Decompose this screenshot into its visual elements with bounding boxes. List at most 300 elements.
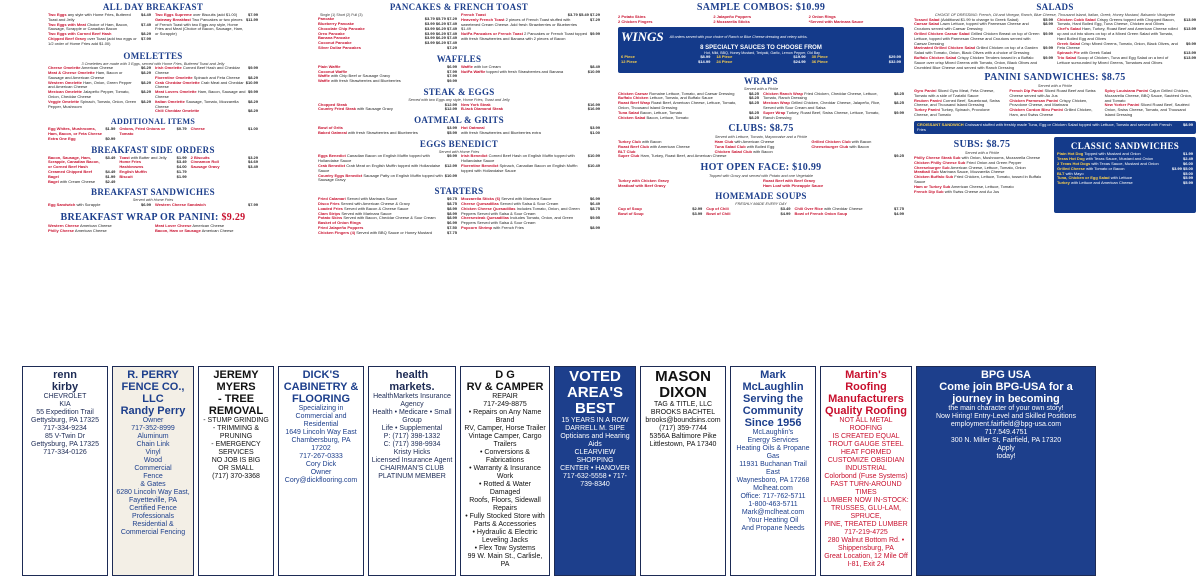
wings-price: $19.99 bbox=[793, 54, 806, 60]
benedict-section bbox=[318, 154, 600, 183]
menu-item-desc: Roast Beef, American Cheese, Lettuce, Tomato, Onion, Thousand Island Dressing bbox=[618, 100, 737, 110]
menu-item-text bbox=[318, 79, 401, 84]
ad-box bbox=[916, 366, 1096, 576]
super-club-price: $9.25 bbox=[893, 153, 904, 159]
menu-item-price: $1.00 bbox=[247, 126, 258, 132]
ad-line: • Warranty & Insurance Work bbox=[469, 465, 541, 480]
ad-line: - TREE REMOVAL bbox=[208, 393, 264, 417]
menu-item-name: NutFa Pancakes or French Toast bbox=[461, 31, 523, 37]
menu-item-name: Italian Omelette bbox=[155, 98, 185, 104]
ad-line: Mark McLaughlin bbox=[742, 369, 804, 393]
ad-line: Office: 717-762-5711 bbox=[740, 493, 806, 500]
oatmeal-title: OATMEAL & GRITS bbox=[414, 115, 504, 126]
menu-item-name: French Dip Panini bbox=[1009, 87, 1044, 93]
clubs-sub: Served with Lettuce, Tomato, Mayonnaise and a Pickle bbox=[714, 135, 808, 140]
ad-line: 1649 Lincoln Way East bbox=[285, 429, 357, 436]
menu-item-name: Bacon, Ham or Sausage bbox=[155, 227, 201, 233]
menu-item-name: Creamed Chipped Beef bbox=[48, 168, 93, 174]
bsand-title: BREAKFAST SANDWICHES bbox=[91, 187, 215, 198]
subs-title-text: SUBS: bbox=[953, 139, 984, 151]
menu-item-name: Waffle bbox=[461, 63, 473, 69]
menu-item-name: Chipped Beef Gravy bbox=[48, 35, 87, 41]
ad-line: Commercial bbox=[134, 465, 172, 472]
menu-item bbox=[155, 109, 258, 114]
ad-line: Fence bbox=[143, 473, 163, 480]
menu-item-name: Chef's Salad bbox=[1057, 26, 1081, 32]
menu-item-name: Turkey bbox=[1057, 180, 1070, 186]
menu-item-price: $8.99 bbox=[446, 205, 457, 211]
menu-item-name: Tuna, Chicken or Egg Salad bbox=[1057, 175, 1110, 181]
ad-content bbox=[461, 367, 549, 575]
menu-item-name: Super Wrap bbox=[763, 109, 786, 115]
menu-item-name: Bowl of Soup bbox=[618, 210, 644, 216]
menu-item-name: Heavenly French Toast bbox=[461, 16, 505, 22]
ad-content bbox=[731, 367, 815, 575]
menu-item bbox=[461, 32, 600, 42]
menu-item bbox=[318, 174, 457, 184]
ad-line: TRUSSES, GLU-LAM, SPRUCE, bbox=[830, 505, 901, 520]
menu-item-desc: with Cream Cheese bbox=[60, 178, 96, 184]
menu-item-name: Cheese Omelette bbox=[48, 65, 81, 71]
menu-item-text bbox=[461, 164, 586, 174]
menu-item-name: Cheeseburger Sub bbox=[914, 164, 950, 170]
menu-item-text bbox=[461, 131, 541, 136]
ad-line: health bbox=[395, 369, 429, 381]
menu-item-desc: with Greek Salad bbox=[1080, 50, 1112, 56]
combos-section bbox=[618, 14, 904, 24]
menu-item-name: Greek Salad bbox=[1057, 40, 1081, 46]
menu-item bbox=[1105, 89, 1196, 103]
ad-line: JEREMY MYERS bbox=[213, 369, 259, 393]
menu-item-desc: 2 pieces of French Toast stuffed with sweetened Cream Cheese. Add fresh Strawberries or Blueberries $1.49 bbox=[461, 16, 578, 32]
menu-item-name: Cheese bbox=[190, 126, 205, 132]
menu-item-price: $8.99 bbox=[446, 210, 457, 216]
combo-item: 2 Chicken Fingers bbox=[618, 19, 653, 24]
ad-content bbox=[555, 367, 635, 575]
ad-line: Kristy Hicks bbox=[393, 449, 431, 456]
ad-line: PINE, TREATED LUMBER bbox=[824, 521, 908, 528]
soups-section bbox=[618, 207, 904, 217]
menu-item-text bbox=[618, 116, 688, 121]
combo-item: 2 Mozzarella Sticks bbox=[713, 19, 750, 24]
menu-item-name: New Yorker Panini bbox=[1104, 102, 1140, 108]
ad-line: Mclheat.com bbox=[753, 485, 793, 492]
menu-item-name: Pancake bbox=[318, 16, 335, 22]
menu-item-name: Fried Jalapeño Poppers bbox=[318, 224, 364, 230]
menu-item-price: $12.99 bbox=[444, 162, 457, 168]
menu-item-name: Grilled Chicken Club bbox=[811, 138, 851, 144]
wings-price-row bbox=[812, 60, 901, 65]
menu-item-name: Oreo Pancake bbox=[318, 30, 345, 36]
menu-item-name: Country Eggs Benedict bbox=[318, 172, 363, 178]
menu-item-price: $1.00 bbox=[589, 129, 600, 135]
menu-item-desc: with Ice Cream bbox=[473, 63, 501, 69]
ad-box bbox=[554, 366, 636, 576]
menu-item bbox=[461, 18, 600, 32]
menu-item-text bbox=[763, 111, 892, 121]
menu-item-price: $8.49 bbox=[589, 63, 600, 69]
menu-item-name: Bowl of Chili bbox=[706, 210, 731, 216]
ad-line: INDUSTRIAL bbox=[845, 465, 887, 472]
menu-item-price: $7.50 bbox=[446, 224, 457, 230]
menu-item-name: Crab Cheddar Omelette bbox=[155, 79, 200, 85]
ad-box bbox=[22, 366, 108, 576]
menu-item-text bbox=[1105, 103, 1196, 117]
menu-item-price: $8.29 bbox=[140, 89, 151, 95]
ad-line: Martin's Roofing bbox=[845, 369, 887, 393]
menu-item-price: $13.99 bbox=[1183, 16, 1196, 22]
ad-line: BPG USA bbox=[980, 369, 1032, 381]
menu-item-desc: Fried Chicken, Lettuce, Tomato, tossed in Buffalo Sauce bbox=[914, 174, 1042, 184]
menu-item-price: $8.99 bbox=[446, 215, 457, 221]
ad-content bbox=[641, 367, 725, 575]
menu-item-desc: American Cheese, Lettuce, Tomato, Onion bbox=[950, 164, 1026, 170]
menu-item-name: Marinated Grilled Chicken Salad bbox=[914, 45, 976, 51]
menu-item-name: BLT Club bbox=[618, 148, 636, 154]
ad-line: Chambersburg, PA 17202 bbox=[291, 437, 351, 452]
soups-sub: FRESHLY MADE EVERY DAY bbox=[735, 202, 787, 207]
ad-line: 85 V-Twin Dr bbox=[44, 433, 86, 440]
ad-line: MASON bbox=[655, 368, 711, 385]
menu-item-desc: Sausage, Tomato, Mozzarella Cheese bbox=[155, 98, 239, 109]
ad-line: 717-352-8999 bbox=[131, 425, 175, 432]
menu-item-text bbox=[461, 107, 503, 112]
ad-line: Littlestown, PA 17340 bbox=[649, 441, 717, 448]
wings-choose: 8 SPECIALTY SAUCES TO CHOOSE FROM bbox=[700, 45, 822, 51]
menu-item bbox=[48, 156, 115, 170]
ad-box bbox=[640, 366, 726, 576]
menu-item-name: Biscuit bbox=[119, 173, 133, 179]
menu-item-text bbox=[461, 226, 524, 231]
menu-item-name: Two Eggs with Meat bbox=[48, 21, 86, 27]
croissant-desc: Croissant stuffed with freshly made Tuna, Egg or Chicken Salad topped with Lettuce, Tomato and served with French Fries bbox=[917, 121, 1172, 132]
menu-item-name: Meat & Cheese Omelette bbox=[48, 69, 95, 75]
ad-line: D G bbox=[495, 369, 515, 381]
menu-item-desc: Grilled Chicken, Cheddar Cheese, Jalapeño, Rice, Served with Sour Cream and Salsa bbox=[763, 100, 881, 110]
menu-item-desc: Served with Marinara Sauce bbox=[346, 196, 398, 202]
menu-item-text bbox=[914, 56, 1041, 70]
panini-section bbox=[914, 89, 1196, 118]
menu-item-price: $1.99 bbox=[105, 173, 116, 179]
menu-item-text bbox=[914, 108, 1005, 118]
subs-classic bbox=[914, 137, 1196, 213]
menu-item-desc: Canadian Bacon on English Muffin topped with Hollandaise Sauce bbox=[318, 153, 430, 164]
menu-item-name: Caesar Salad bbox=[914, 21, 940, 27]
menu-item-name: Cinnamon Roll bbox=[190, 159, 219, 165]
menu-item-text bbox=[1105, 89, 1196, 103]
menu-item bbox=[318, 46, 457, 51]
menu-item-text bbox=[1009, 108, 1100, 118]
menu-item bbox=[461, 70, 600, 75]
menu-item-name: Cheeseburger Club bbox=[811, 143, 849, 149]
ad-line: HealthMarkets Insurance Agency bbox=[373, 393, 451, 408]
ad-line: TROUT GAUGE STEEL bbox=[828, 441, 904, 448]
ad-line: Randy Perry bbox=[120, 405, 186, 417]
menu-item-name: Onions, Fried Onions or Tomato bbox=[119, 126, 166, 136]
menu-item-price: $4.99 bbox=[893, 210, 904, 216]
ad-line: 300 N. Miller St, Fairfield, PA 17320 bbox=[950, 437, 1062, 444]
menu-item-text bbox=[48, 37, 139, 47]
menu-item-price: $8.29 bbox=[247, 98, 258, 104]
menu-item-price: $7.99 bbox=[247, 201, 258, 207]
menu-item-desc: Ham, Bacon or Sausage and American Cheese bbox=[48, 69, 123, 80]
combos-price: $10.99 bbox=[795, 2, 826, 13]
menu-item-desc: over Toast (add two eggs or 1/2 order of Home Fries add $1.00) bbox=[48, 35, 137, 46]
menu-item-price: $8.25 bbox=[748, 95, 759, 101]
menu-item-desc: Bacon, Lettuce, Tomato bbox=[640, 109, 683, 115]
subs-price: $8.75 bbox=[986, 139, 1011, 151]
menu-item-price: $3.79 $5.49 $7.29 bbox=[567, 12, 600, 17]
menu-item-name: Baked Oatmeal bbox=[318, 129, 347, 135]
ad-line: Gettysburg, PA 17325 bbox=[31, 417, 99, 424]
ad-line: KIA bbox=[59, 401, 71, 408]
menu-item-text bbox=[461, 18, 588, 32]
menu-item-text bbox=[155, 203, 206, 208]
menu-item-price: $3.49 bbox=[176, 159, 187, 165]
menu-item-price: $1.99 bbox=[176, 173, 187, 179]
ad-line: today! bbox=[996, 453, 1016, 460]
combos-title bbox=[618, 2, 904, 13]
menu-item-desc: Lettuce, Tomato, and Buffalo Sauce bbox=[649, 95, 713, 101]
menu-item-desc: with Texas Sauce, Mustard and Onion bbox=[1091, 160, 1159, 166]
ad-box bbox=[198, 366, 274, 576]
menu-item-desc: Sliced Gyro Meat, Feta Cheese, Tomato with a side of Tzatziki Sauce bbox=[914, 87, 995, 98]
menu-item-price: $2.99 bbox=[692, 205, 703, 211]
menu-item bbox=[155, 18, 258, 37]
menu-item-price: $6.99 bbox=[446, 63, 457, 69]
menu-item-name: Trio Salad bbox=[1057, 54, 1077, 60]
ad-line: P: (717) 398-1332 bbox=[383, 433, 441, 440]
menu-item-price: $6.99 bbox=[589, 196, 600, 202]
menu-item-name: Chicken Cordon Bleu Panini bbox=[1009, 107, 1064, 113]
allday-section bbox=[48, 13, 258, 47]
menu-item-desc: Spinach, Tomato, Onion, Green Pepper, Mushroom bbox=[48, 98, 137, 109]
wrap-title bbox=[48, 212, 258, 223]
menu-item-name: Western Cheese bbox=[48, 222, 80, 228]
wings-piece: 18 Piece bbox=[716, 54, 733, 60]
menu-item-name: Egg Sandwich bbox=[48, 201, 76, 207]
menu-item-desc: American Cheese bbox=[74, 227, 107, 233]
menu-item bbox=[461, 107, 600, 112]
menu-item-desc: Topped with Mustard and Onion bbox=[1084, 151, 1141, 157]
ad-line: Great Location, 12 Mile Off I-81, Exit 24 bbox=[824, 553, 908, 568]
menu-item-name: Bagel bbox=[48, 173, 59, 179]
menu-item bbox=[318, 231, 457, 236]
ad-line: • Hydraulic & Electric Leveling Jacks bbox=[472, 529, 538, 544]
menu-item-text bbox=[1057, 56, 1182, 66]
menu-item-name: Plain Hot Dog bbox=[1057, 151, 1084, 157]
menu-item-text bbox=[618, 184, 666, 189]
menu-item-name: Gyro Panini bbox=[914, 87, 937, 93]
ad-line: Your Heating Oil bbox=[747, 517, 799, 524]
menu-item bbox=[155, 229, 258, 234]
menu-item-name: Hot Oatmeal bbox=[461, 125, 485, 131]
menu-item bbox=[914, 56, 1053, 70]
menu-item-name: Buffalo Chicken bbox=[618, 95, 649, 101]
combo-item: 2 Potato Skins bbox=[618, 14, 646, 19]
menu-item-desc: Lawn Lettuce, topped with Parmesan Cheese and Croutons served with Caesar Dressing bbox=[914, 21, 1029, 32]
ad-line: NO JOB IS BIG bbox=[211, 457, 261, 464]
menu-item-name: Philly Cheese Steak Sub bbox=[914, 154, 961, 160]
menu-item-name: Chopped Steak bbox=[318, 101, 348, 107]
menu-item-desc: Served with Bacon, Cheddar Cheese & Sour Cream bbox=[343, 215, 436, 221]
ad-line: 717-632-5558 • 717-739-8340 bbox=[563, 473, 627, 488]
menu-item-name: Crab Benedict bbox=[318, 162, 346, 168]
additional-section bbox=[48, 127, 258, 141]
wings-price-row bbox=[716, 60, 805, 65]
menu-item-name: Texas Hot Dog bbox=[1057, 156, 1085, 162]
menu-item-desc: 2 Pancakes or French Toast topped with fresh Strawberries and Banana with 2 pieces of Bacon bbox=[461, 31, 588, 41]
clubs-section bbox=[618, 140, 904, 154]
col-salads bbox=[914, 0, 1196, 362]
menu-item-name: Chocolate Chip Pancake bbox=[318, 25, 365, 31]
wings-box bbox=[618, 27, 904, 73]
pancakes-section bbox=[318, 13, 600, 51]
menu-item bbox=[1009, 108, 1100, 118]
menu-item bbox=[618, 212, 702, 217]
menu-item-name: Chicken Cobb Salad bbox=[1057, 16, 1096, 22]
menu-item-price: $7.75 bbox=[893, 205, 904, 211]
menu-item-name: Chicken Caesar bbox=[618, 90, 649, 96]
menu-item-price: $4.00 bbox=[176, 164, 187, 170]
menu-item-name: Coconut Pancake bbox=[318, 40, 352, 46]
menu-item-name: Home Fries bbox=[119, 159, 142, 165]
ad-line: Waynesboro, PA 17268 bbox=[736, 477, 810, 484]
menu-item-name: French Dip Sub bbox=[914, 188, 944, 194]
subs-title bbox=[914, 139, 1050, 150]
menu-item-desc: Includes Tomato, Onion, and Green Peppers Served with Salsa & Sour Cream bbox=[461, 205, 580, 216]
ad-line: CLEARVIEW SHOPPING bbox=[574, 449, 616, 464]
menu-item-name: B-lack Diamond Steak bbox=[461, 106, 504, 112]
menu-item-desc: with American Cheese bbox=[734, 138, 775, 144]
menu-item-desc: with Tomato or Bacon bbox=[1086, 165, 1125, 171]
menu-item-price: $8.29 bbox=[140, 98, 151, 104]
menu-item-price: $5.99 bbox=[446, 129, 457, 135]
panini-title bbox=[914, 72, 1196, 83]
menu-item-desc: with Texas Sauce, Mustard and Onion bbox=[1085, 156, 1154, 162]
additional-title: ADDITIONAL ITEMS bbox=[110, 117, 196, 127]
menu-item bbox=[461, 226, 600, 231]
menu-item bbox=[48, 180, 115, 185]
ad-line: 1-800-463-5711 bbox=[748, 501, 798, 508]
menu-item-price: $9.99 bbox=[247, 65, 258, 71]
menu-item-price: $3.99 $6.29 $7.49 bbox=[424, 25, 457, 31]
menu-item-price: $1.99 bbox=[176, 154, 187, 160]
menu-item-name: Potato Skins bbox=[318, 215, 343, 221]
menu-item-price: $4.69 bbox=[247, 159, 258, 165]
menu-item-name: Tuna Salad Club bbox=[714, 143, 746, 149]
ad-line: 280 Walnut Bottom Rd. • Shippensburg, PA bbox=[827, 537, 905, 552]
ad-line: Energy Services bbox=[747, 437, 799, 444]
wings-prices bbox=[621, 55, 901, 65]
menu-item-name: Meat Lover Cheese bbox=[155, 222, 192, 228]
menu-item bbox=[618, 116, 759, 121]
ad-line: CUSTOMIZE OBSIDIAN bbox=[827, 457, 905, 464]
menu-item-price: $8.99 bbox=[1042, 21, 1053, 27]
menu-item bbox=[811, 145, 904, 150]
menu-item-desc: with Bacon bbox=[849, 143, 869, 149]
menu-item-desc: with Lettuce bbox=[1110, 175, 1133, 181]
menu-item-name: Waffle bbox=[318, 78, 330, 84]
ad-line: Cory@dickflooring.com bbox=[284, 477, 358, 484]
menu-item-name: Western Cheese Sandwich bbox=[155, 201, 206, 207]
ad-content bbox=[199, 367, 273, 575]
ad-line: Opticians and Hearing Aids bbox=[560, 433, 630, 448]
menu-item-price: $4.99 bbox=[780, 210, 791, 216]
menu-item-name: Mozzarella Sticks (6) bbox=[461, 196, 501, 202]
menu-item-text bbox=[191, 165, 220, 170]
ad-line: 15 YEARS IN A ROW bbox=[561, 417, 629, 424]
menu-item-price: $8.75 bbox=[589, 205, 600, 211]
menu-item-price: $9.99 bbox=[247, 89, 258, 95]
ad-line: Owner bbox=[310, 469, 332, 476]
menu-item-text bbox=[811, 145, 869, 150]
wings-piece: 12 Piece bbox=[621, 59, 638, 64]
ad-line: • Rotted & Water Damaged bbox=[479, 481, 531, 496]
menu-item-name: Philly Cheese bbox=[48, 227, 75, 233]
menu-item-text bbox=[318, 46, 361, 51]
menu-item-desc: with fresh Strawberries and Blueberries bbox=[348, 129, 418, 135]
wings-piece: 30 Piece bbox=[811, 54, 828, 60]
menu-item-desc: Served with Bacon & Cheese Sauce bbox=[344, 205, 409, 211]
menu-item-name: Two Eggs with Corned Beef Hash bbox=[48, 31, 112, 37]
croissant-box bbox=[914, 121, 1196, 135]
menu-item-price: $9.99 bbox=[1042, 54, 1053, 60]
croissant-name: CROISSANT SANDWICH bbox=[917, 121, 964, 127]
menu-item-price: $8.29 bbox=[247, 108, 258, 114]
ad-line: Come join BPG-USA for a journey in becoming bbox=[939, 381, 1073, 405]
menu-item-desc: Crispy Chicken Tenders tossed in a Buffalo Sauce over crisp Mixed Greens with Tomato, Onion, Black Olives and Crumbled Blue Cheese and served with Ranch Dressing bbox=[914, 54, 1038, 70]
menu-item-desc: (Additional $1.99 to change to Greek Salad) bbox=[940, 16, 1019, 22]
menu-item-price: $8.29 bbox=[140, 69, 151, 75]
ad-line: BEST bbox=[574, 400, 615, 417]
ad-line: RV & CAMPER bbox=[466, 381, 544, 393]
menu-item-desc: Served with BBQ Sauce or Honey Mustard bbox=[356, 229, 433, 235]
ad-line: the main character of your own story! bbox=[948, 405, 1064, 412]
menu-item-name: Irish Omelette bbox=[155, 65, 182, 71]
menu-item-price: $4.49 bbox=[140, 12, 151, 17]
menu-item-price: $7.99 bbox=[247, 12, 258, 17]
ad-line: OR SMALL bbox=[218, 465, 254, 472]
menu-item-name: Ham Loaf with Pineapple Sauce bbox=[763, 182, 824, 188]
menu-item-price: $6.99 bbox=[140, 201, 151, 207]
menu-item-name: Chicken Fingers (4) bbox=[318, 229, 356, 235]
ad-line: C: (717) 398-9934 bbox=[383, 441, 441, 448]
menu-item bbox=[318, 131, 457, 136]
hotopen-title bbox=[618, 162, 904, 173]
menu-item-name: Blueberry Pancake bbox=[318, 21, 355, 26]
menu-item-desc: Fried Chicken, Cheddar Cheese, Lettuce, Tomato, Ranch Dressing bbox=[763, 90, 878, 101]
omelettes-sub: 3 Omelettes are made with 3 Eggs, served with Home Fries, Buttered Toast and Jelly bbox=[81, 61, 225, 66]
oatmeal-section bbox=[318, 126, 600, 136]
menu-item-desc: Scoop of Chicken, Tuna and Egg Salad on a bed of Lettuce surrounded by Mixed Greens, Tomatoes and Olives bbox=[1057, 54, 1169, 65]
wings-title: WINGS bbox=[621, 29, 664, 44]
menu-item-desc: Two Pancakes or two pieces of French Toast with two Eggs any style, Home Fries and Meat (Choice of Bacon, Sausage, Ham, or Scrapple) bbox=[155, 16, 244, 37]
menu-item-name: French Toast bbox=[461, 12, 486, 17]
menu-item-price: $9.75 bbox=[446, 196, 457, 202]
ad-line: 717.549.4751 bbox=[984, 429, 1028, 436]
menu-item-price: $0.99 bbox=[105, 135, 116, 141]
menu-item-desc: with Bacon bbox=[851, 138, 872, 144]
ad-line: (717) 359-7744 bbox=[659, 425, 707, 432]
ad-content bbox=[369, 367, 455, 575]
wings-piece: 6 Piece bbox=[621, 54, 635, 60]
menu-item-name: Grilled Chicken Caesar Salad bbox=[914, 30, 970, 36]
menu-item-name: Mexican Omelette bbox=[48, 89, 83, 95]
ad-line: & Gates bbox=[140, 481, 166, 488]
ad-content bbox=[113, 367, 193, 575]
menu-item-text bbox=[618, 212, 644, 217]
